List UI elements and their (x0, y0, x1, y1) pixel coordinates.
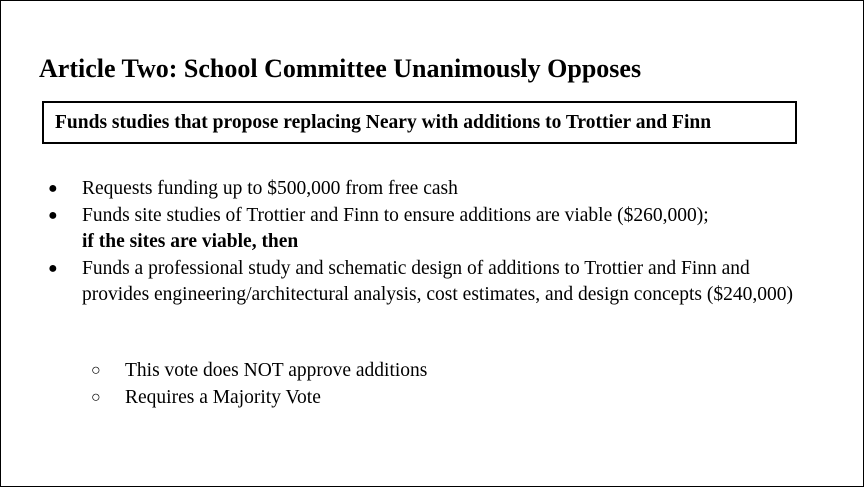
sub-bullet-circle-icon: ○ (91, 388, 101, 406)
sub-bullet-text: Requires a Majority Vote (125, 386, 321, 408)
bullet-bold-text: if the sites are viable, then (82, 231, 299, 252)
bullet-item-design-study (42, 256, 802, 309)
slide-title: Article Two: School Committee Unanimously Opposes (39, 54, 642, 83)
bullet-text: Funds site studies of Trottier and Finn to ensure additions are viable ($260,000); (82, 204, 709, 226)
sub-bullet-circle-icon: ○ (91, 362, 101, 379)
bullet-dot-icon: ● (48, 206, 58, 224)
bullet-dot-icon: ● (48, 259, 58, 277)
subtitle-box (42, 101, 797, 144)
sub-bullet-text: This vote does NOT approve additions (125, 360, 428, 381)
bullet-item-site-studies (42, 203, 802, 256)
subtitle-text: Funds studies that propose replacing Neary with additions to Trottier and Finn (55, 111, 712, 133)
sub-bullet-item-not-approve (86, 358, 427, 385)
bullet-item-funding (42, 176, 802, 203)
bullet-text: Requests funding up to $500,000 from free cash (82, 178, 458, 199)
bullet-dot-icon: ● (48, 180, 58, 197)
bullet-text: Funds a professional study and schematic design of additions to Trottier and Finn and provides engineering/architectural analysis, cost estimates, and design concepts ($240,000) (82, 257, 793, 305)
bullet-list (42, 176, 802, 309)
sub-bullet-list (86, 358, 427, 411)
sub-bullet-item-majority (86, 385, 427, 412)
